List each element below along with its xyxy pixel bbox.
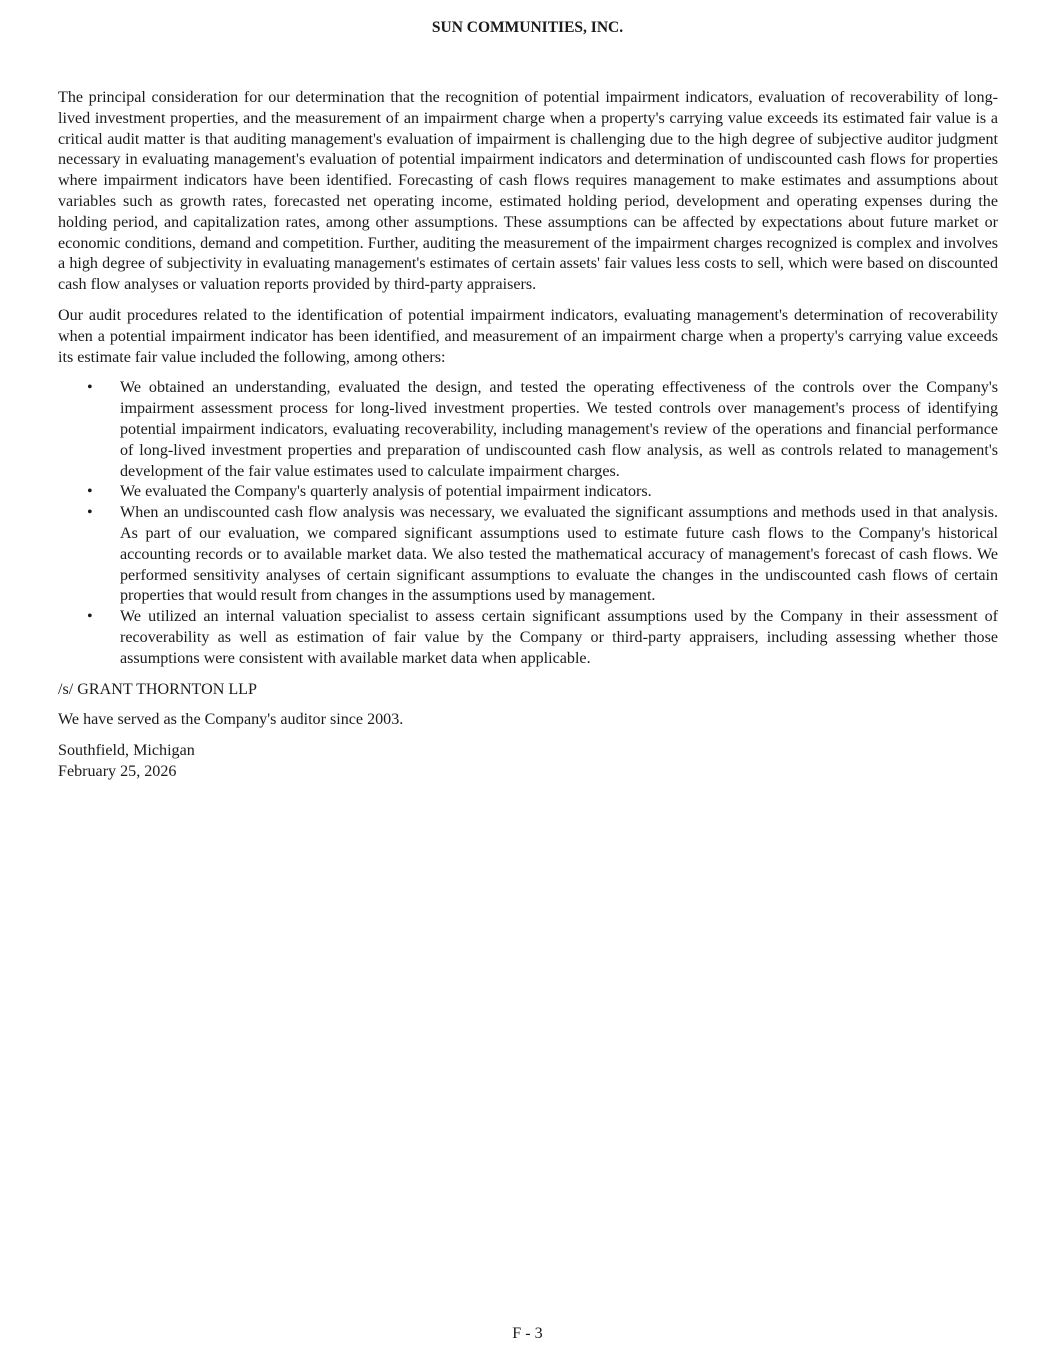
list-item-text: We evaluated the Company's quarterly analysis of potential impairment indicators.	[120, 483, 652, 501]
list-item	[58, 482, 998, 503]
document-body	[58, 88, 998, 783]
bullet-icon: •	[87, 504, 93, 522]
bullet-icon: •	[87, 379, 93, 397]
page-number: F - 3	[512, 1325, 543, 1342]
audit-procedures-list	[58, 378, 998, 669]
auditor-signature: /s/ GRANT THORNTON LLP	[58, 680, 257, 698]
impairment-consideration-paragraph: The principal consideration for our determination that the recognition of potential impairment indicators, evaluation of recoverability of long-lived investment properties, and the measurement of an impairment charge when a property's carrying value exceeds its estimated fair value is a critical audit matter is that auditing management's evaluation of impairment is challenging due to the high degree of subjective auditor judgment necessary in evaluating management's evaluation of potential impairment indicators and determination of undiscounted cash flows for properties where impairment indicators have been identified. Forecasting of cash flows requires management to make estimates and assumptions about variables such as growth rates, forecasted net operating income, estimated holding period, development and operating expenses during the holding period, and capitalization rates, among other assumptions. These assumptions can be affected by expectations about future market or economic conditions, demand and competition. Further, auditing the measurement of the impairment charges recognized is complex and involves a high degree of subjectivity in evaluating management's estimates of certain assets' fair values less costs to sell, which were based on discounted cash flow analyses or valuation reports provided by third-party appraisers.	[58, 89, 998, 294]
auditor-tenure-statement: We have served as the Company's auditor since 2003.	[58, 711, 404, 729]
signing-date: February 25, 2026	[58, 762, 177, 780]
signing-location: Southfield, Michigan	[58, 742, 195, 760]
list-item	[58, 607, 998, 669]
list-item	[58, 378, 998, 482]
list-item	[58, 503, 998, 607]
page-header: SUN COMMUNITIES, INC.	[431, 19, 624, 36]
audit-procedures-paragraph: Our audit procedures related to the identification of potential impairment indicators, evaluating management's determination of recoverability when a potential impairment indicator has been identified, and measurement of an impairment charge when a property's carrying value exceeds its estimate fair value included the following, among others:	[58, 306, 998, 366]
list-item-text: We utilized an internal valuation specialist to assess certain significant assumptions used by the Company in their assessment of recoverability as well as estimation of fair value by the Company or third-party appraisers, including assessing whether those assumptions were consistent with available market data when applicable.	[120, 608, 998, 667]
bullet-icon: •	[87, 608, 93, 626]
list-item-text: When an undiscounted cash flow analysis was necessary, we evaluated the significant assumptions and methods used in that analysis. As part of our evaluation, we compared significant assumptions used to estimate future cash flows to the Company's historical accounting records or to available market data. We also tested the mathematical accuracy of management's forecast of cash flows. We performed sensitivity analyses of certain significant assumptions to evaluate the changes in the undiscounted cash flows of certain properties that would result from changes in the assumptions used by management.	[120, 504, 998, 605]
bullet-icon: •	[87, 483, 93, 501]
list-item-text: We obtained an understanding, evaluated the design, and tested the operating effectiveness of the controls over the Company's impairment assessment process for long-lived investment properties. We tested controls over management's process of identifying potential impairment indicators, evaluating recoverability, including management's review of the operations and financial performance of long-lived investment properties and preparation of undiscounted cash flow analysis, as well as controls related to management's development of the fair value estimates used to calculate impairment charges.	[120, 379, 998, 480]
